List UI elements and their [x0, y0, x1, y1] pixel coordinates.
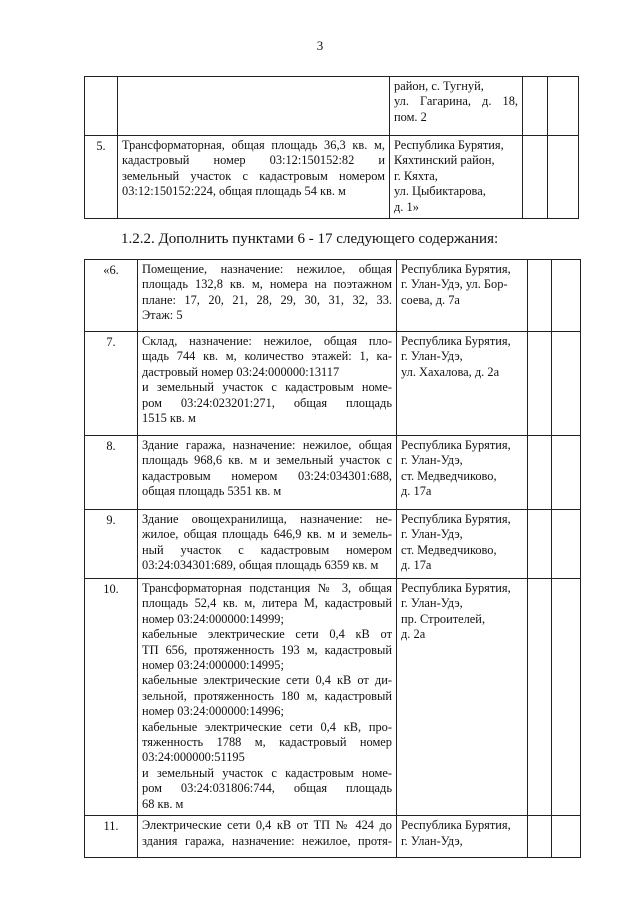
description-line: ром 03:24:023201:271, общая площадь	[142, 395, 392, 410]
row-number: «6.	[85, 260, 138, 332]
property-table	[84, 259, 581, 858]
row-number: 9.	[85, 510, 138, 579]
property-description	[138, 579, 397, 816]
empty-cell	[552, 510, 581, 579]
property-description	[138, 510, 397, 579]
empty-cell	[548, 77, 579, 136]
address-line: ул. Гагарина, д. 18,	[394, 94, 518, 109]
description-line: ный участок с кадастровым номером	[142, 542, 392, 557]
description-line: 03:24:034301:689, общая площадь 6359 кв. м	[142, 558, 379, 573]
description-line: Помещение, назначение: нежилое, общая	[142, 262, 392, 276]
description-line: Трансформаторная подстанция № 3, общая	[142, 581, 392, 595]
empty-cell	[528, 579, 552, 816]
description-line: кабельные электрические сети 0,4 кВ от ди-	[142, 673, 392, 688]
table-row	[85, 77, 579, 136]
description-line: Здание овощехранилища, назначение: не-	[142, 512, 392, 526]
description-line: Этаж: 5	[142, 308, 183, 323]
empty-cell	[552, 260, 581, 332]
empty-cell	[528, 436, 552, 510]
table-row	[85, 260, 581, 332]
description-line: зельной, протяженность 180 м, кадастровый	[142, 688, 392, 703]
address-line: г. Улан-Удэ,	[401, 596, 463, 611]
empty-cell	[528, 260, 552, 332]
property-address	[397, 436, 528, 510]
description-line: 68 кв. м	[142, 796, 184, 811]
address-line: г. Улан-Удэ, ул. Бор-	[401, 277, 508, 292]
row-number	[85, 77, 118, 136]
property-address	[397, 510, 528, 579]
address-line: ул. Хахалова, д. 2а	[401, 364, 500, 379]
address-line: Республика Бурятия,	[401, 334, 511, 348]
description-line: земельный участок с кадастровым номером	[122, 168, 385, 183]
address-line: ул. Цыбиктарова,	[394, 184, 486, 199]
empty-cell	[523, 136, 548, 219]
description-line: Электрические сети 0,4 кВ от ТП № 424 до	[142, 818, 392, 833]
description-line: номер 03:24:000000:14996;	[142, 704, 284, 719]
address-line: Республика Бурятия,	[401, 512, 511, 526]
address-line: г. Кяхта,	[394, 168, 438, 183]
property-description	[118, 136, 390, 219]
property-address	[397, 816, 528, 858]
empty-cell	[552, 436, 581, 510]
description-line: Здание гаража, назначение: нежилое, общая	[142, 438, 392, 452]
address-line: г. Улан-Удэ,	[401, 349, 463, 364]
property-address	[390, 136, 523, 219]
description-line: общая площадь 5351 кв. м	[142, 484, 282, 499]
description-line: щадь 744 кв. м, количество этажей: 1, ка-	[142, 349, 392, 364]
property-address	[397, 260, 528, 332]
description-line: 03:24:000000:51195	[142, 750, 245, 765]
description-line: жилое, общая площадь 646,9 кв. м и земель-	[142, 527, 392, 542]
table-row	[85, 332, 581, 436]
table-row	[85, 436, 581, 510]
address-line: д. 2а	[401, 627, 426, 642]
description-line: здания гаража, назначение: нежилое, протя-	[142, 833, 392, 848]
table-row	[85, 510, 581, 579]
description-line: ТП 656, протяженность 193 м, кадастровый	[142, 642, 392, 657]
address-line: пом. 2	[394, 109, 427, 124]
description-line: ром 03:24:031806:744, общая площадь	[142, 781, 392, 796]
address-line: ст. Медведчиково,	[401, 542, 497, 557]
address-line: ст. Медведчиково,	[401, 468, 497, 483]
address-line: соева, д. 7а	[401, 292, 460, 307]
description-line: 1515 кв. м	[142, 411, 196, 426]
description-line: площадь 132,8 кв. м, номера на поэтажном	[142, 277, 392, 292]
row-number: 8.	[85, 436, 138, 510]
property-address	[397, 332, 528, 436]
address-line: Республика Бурятия,	[401, 438, 511, 452]
property-table-continued	[84, 76, 579, 219]
address-line: Республика Бурятия,	[401, 818, 511, 833]
row-number: 10.	[85, 579, 138, 816]
description-line: 03:12:150152:224, общая площадь 54 кв. м	[122, 184, 346, 199]
address-line: д. 17а	[401, 558, 432, 573]
address-line: район, с. Тугнуй,	[394, 79, 484, 93]
address-line: Республика Бурятия,	[401, 581, 511, 595]
description-line: площадь 968,6 кв. м и земельный участок с	[142, 453, 392, 468]
description-line: и земельный участок с кадастровым номе-	[142, 380, 392, 395]
property-description	[138, 260, 397, 332]
description-line: тяженность 1788 м, кадастровый номер	[142, 735, 392, 750]
table-row	[85, 816, 581, 858]
empty-cell	[548, 136, 579, 219]
property-description	[138, 816, 397, 858]
section-heading: 1.2.2. Дополнить пунктами 6 - 17 следующего содержания:	[121, 231, 499, 247]
description-line: плане: 17, 20, 21, 28, 29, 30, 31, 32, 33.	[142, 292, 392, 307]
description-line: дастровый номер 03:24:000000:13117	[142, 364, 340, 379]
address-line: Республика Бурятия,	[394, 138, 504, 152]
address-line: д. 1»	[394, 199, 419, 214]
empty-cell	[523, 77, 548, 136]
address-line: Кяхтинский район,	[394, 153, 495, 168]
description-line: номер 03:24:000000:14999;	[142, 611, 284, 626]
address-line: д. 17а	[401, 484, 432, 499]
row-number: 5.	[85, 136, 118, 219]
empty-cell	[528, 332, 552, 436]
property-address	[397, 579, 528, 816]
address-line: г. Улан-Удэ,	[401, 453, 463, 468]
address-line: г. Улан-Удэ,	[401, 833, 463, 848]
property-description	[118, 77, 390, 136]
description-line: площадь 52,4 кв. м, литера М, кадастровый	[142, 596, 392, 611]
address-line: г. Улан-Удэ,	[401, 527, 463, 542]
empty-cell	[552, 579, 581, 816]
description-line: и земельный участок с кадастровым номе-	[142, 765, 392, 780]
table-row	[85, 579, 581, 816]
description-line: Склад, назначение: нежилое, общая пло-	[142, 334, 392, 348]
address-line: пр. Строителей,	[401, 611, 486, 626]
description-line: кадастровый номер 03:12:150152:82 и	[122, 153, 385, 168]
empty-cell	[528, 816, 552, 858]
empty-cell	[552, 332, 581, 436]
empty-cell	[528, 510, 552, 579]
empty-cell	[552, 816, 581, 858]
property-description	[138, 332, 397, 436]
page-number: 3	[316, 38, 324, 53]
property-address	[390, 77, 523, 136]
address-line: Республика Бурятия,	[401, 262, 511, 276]
row-number: 11.	[85, 816, 138, 858]
description-line: кабельные электрические сети 0,4 кВ, про-	[142, 719, 392, 734]
row-number: 7.	[85, 332, 138, 436]
table-row	[85, 136, 579, 219]
property-description	[138, 436, 397, 510]
description-line: кабельные электрические сети 0,4 кВ от	[142, 627, 392, 642]
description-line: номер 03:24:000000:14995;	[142, 658, 284, 673]
description-line: Трансформаторная, общая площадь 36,3 кв. м,	[122, 138, 385, 152]
description-line: кадастровым номером 03:24:034301:688,	[142, 468, 392, 483]
